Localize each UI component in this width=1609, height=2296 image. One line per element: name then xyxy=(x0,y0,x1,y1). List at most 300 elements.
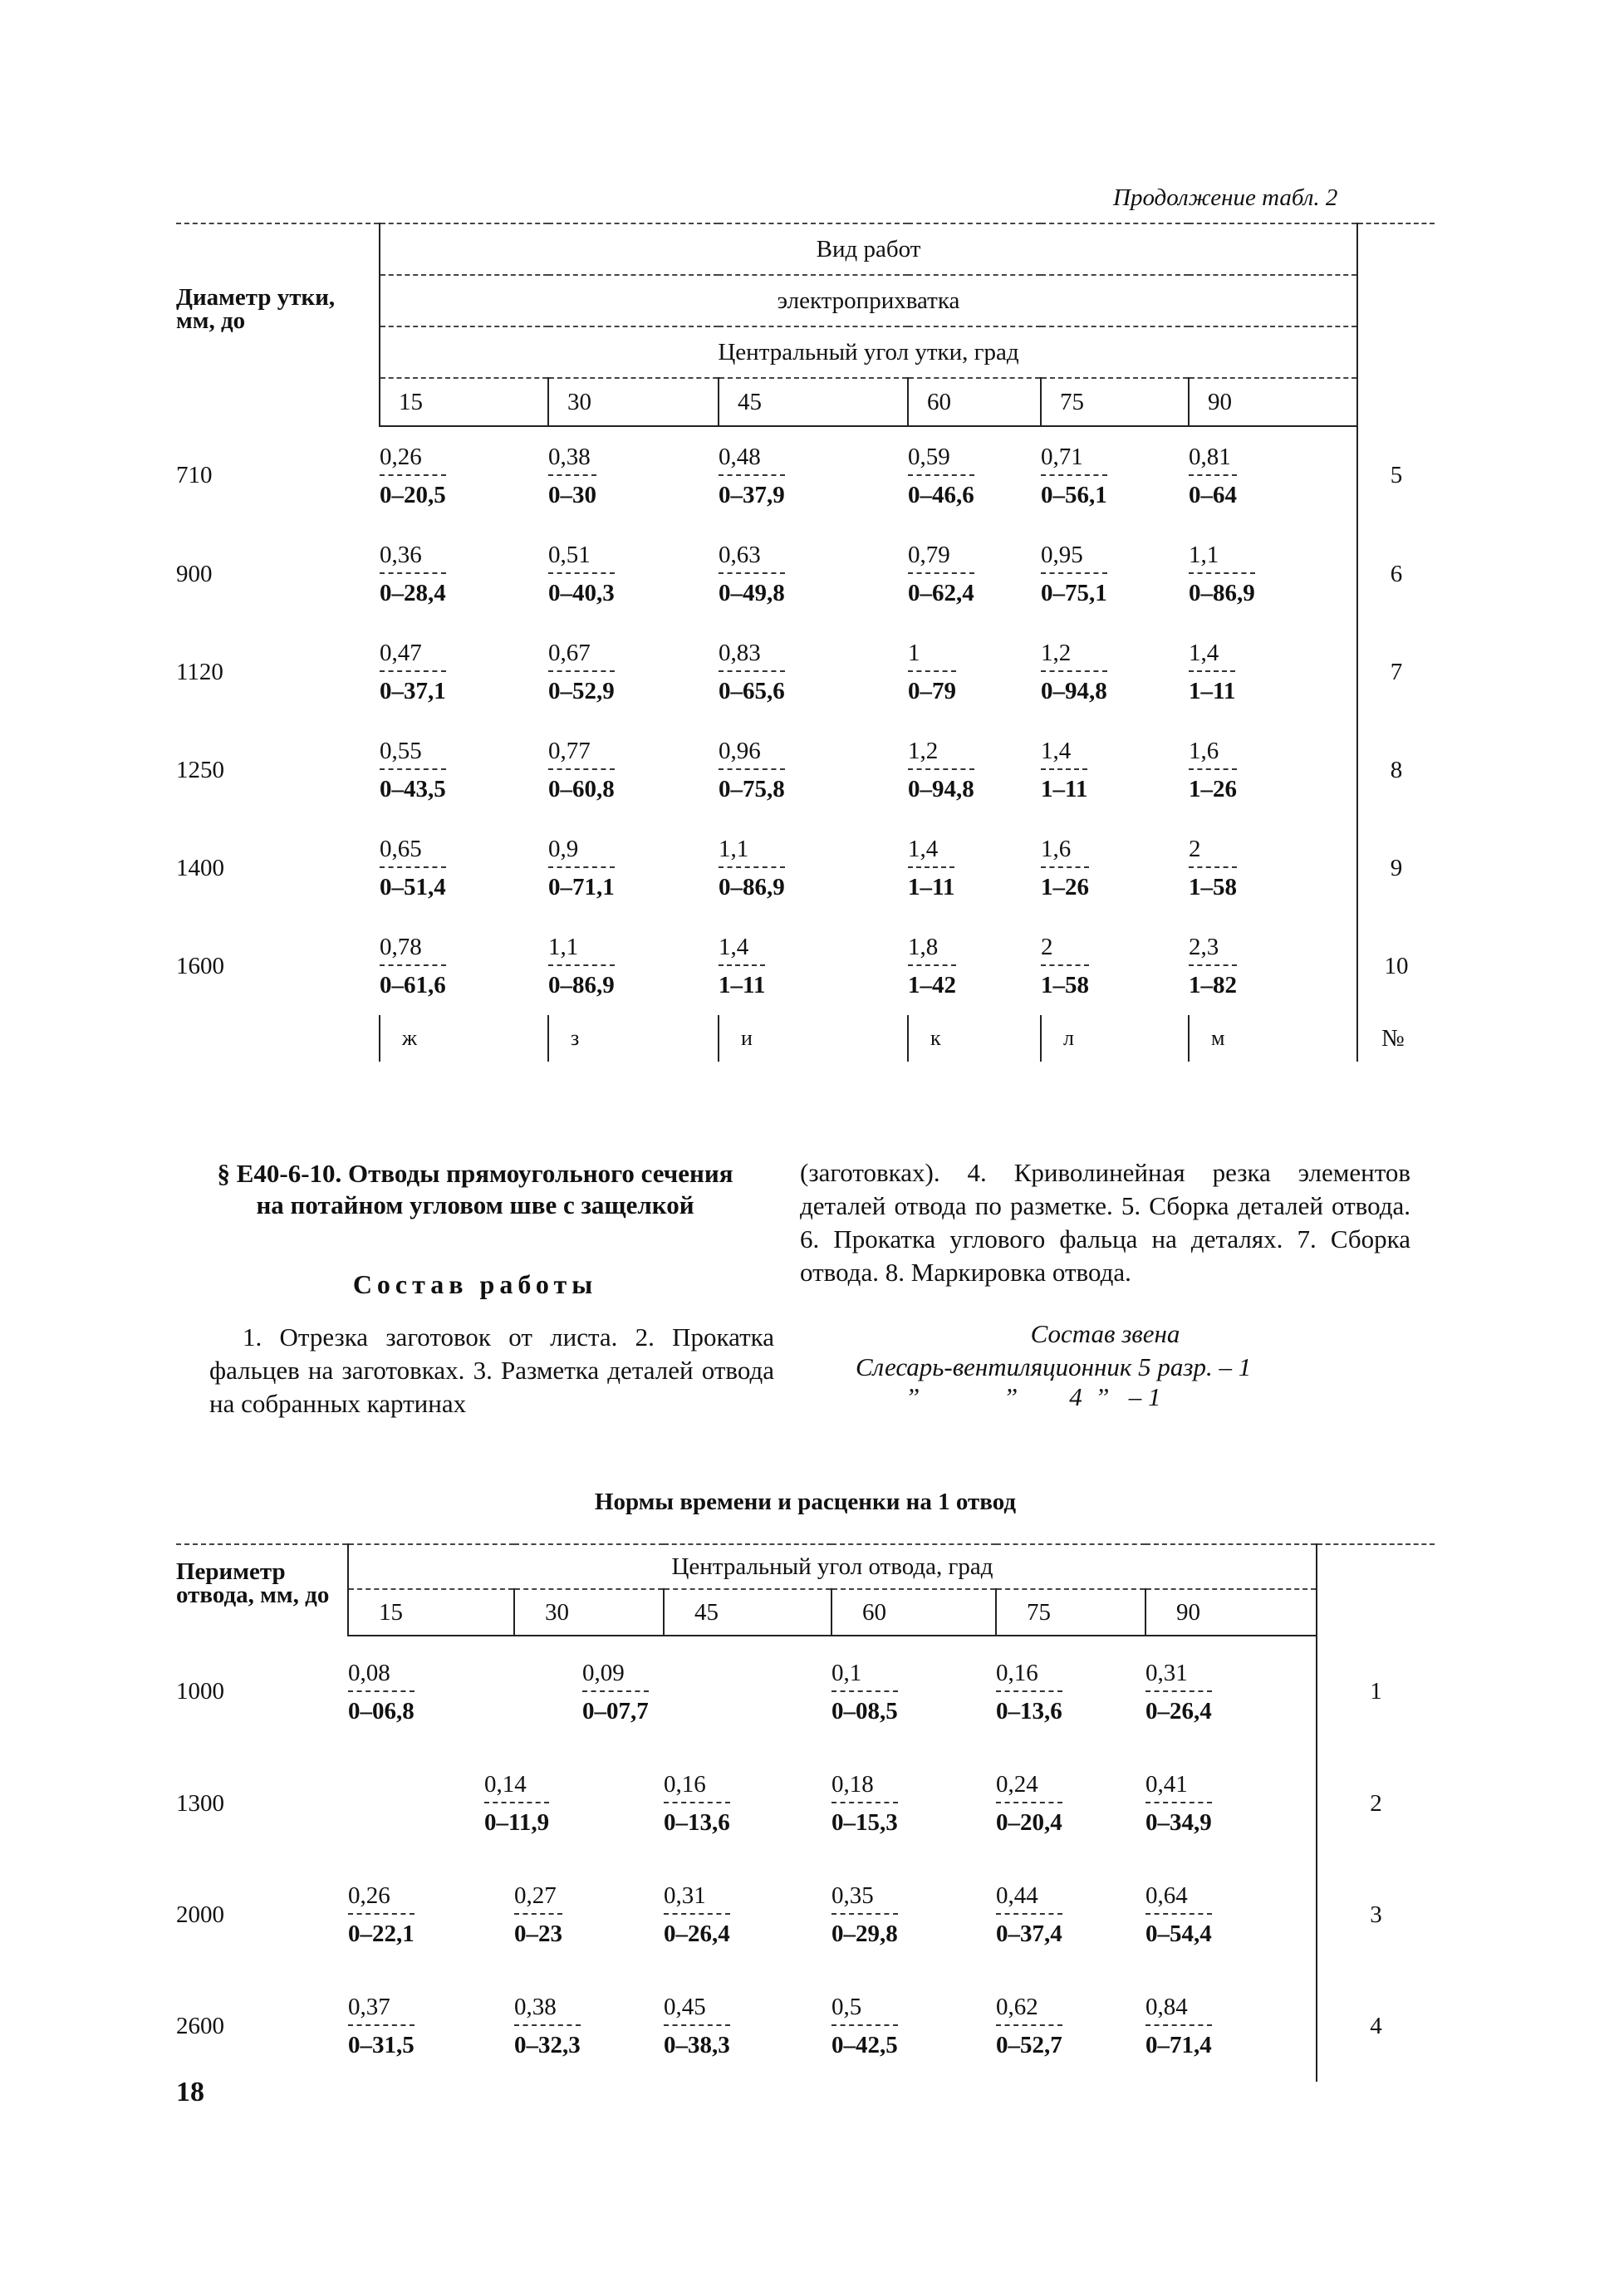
rate: 0–26,4 xyxy=(1145,1690,1212,1725)
value-cell xyxy=(1041,623,1189,721)
value-fraction xyxy=(908,443,974,509)
value-cell xyxy=(348,1859,514,1970)
row-number: 4 xyxy=(1370,2012,1382,2039)
vid-rabot-header: Вид работ xyxy=(380,223,1357,275)
rate: 0–86,9 xyxy=(1189,572,1255,607)
value-fraction xyxy=(1189,835,1237,901)
diameter-value: 1120 xyxy=(176,658,223,685)
value-cell xyxy=(348,1748,664,1859)
t2-angle-header: Центральный угол отвода, град xyxy=(348,1544,1317,1589)
norm-time: 0,47 xyxy=(380,640,422,666)
rate: 1–11 xyxy=(1189,670,1235,705)
value-fraction xyxy=(1041,835,1089,901)
value-cell xyxy=(514,1859,664,1970)
value-fraction xyxy=(908,639,956,705)
rate: 1–26 xyxy=(1189,768,1237,803)
norm-time: 0,63 xyxy=(719,542,761,568)
value-cell xyxy=(1189,721,1357,819)
num-label: № xyxy=(1381,1024,1405,1052)
norm-time: 0,71 xyxy=(1041,444,1083,470)
norm-time: 2 xyxy=(1041,934,1053,960)
table-2 xyxy=(176,1543,1435,2082)
value-fraction xyxy=(996,1881,1062,1948)
row-number: 6 xyxy=(1390,560,1403,587)
row-number: 10 xyxy=(1384,952,1409,979)
table-row xyxy=(176,917,1435,1015)
rate: 0–15,3 xyxy=(831,1802,898,1837)
rate: 0–54,4 xyxy=(1145,1913,1212,1948)
value-cell xyxy=(908,819,1041,917)
rate: 0–37,9 xyxy=(719,474,785,509)
rate: 1–26 xyxy=(1041,866,1089,901)
value-fraction xyxy=(1041,933,1089,999)
norm-time: 0,14 xyxy=(484,1771,527,1798)
value-cell xyxy=(1041,917,1189,1015)
value-cell xyxy=(380,819,548,917)
diameter-value: 900 xyxy=(176,560,213,587)
rate: 0–52,9 xyxy=(548,670,615,705)
rate: 0–20,5 xyxy=(380,474,446,509)
rate: 1–58 xyxy=(1189,866,1237,901)
rate: 0–52,7 xyxy=(996,2024,1062,2059)
value-cell xyxy=(1189,426,1357,525)
rate: 0–40,3 xyxy=(548,572,615,607)
rate: 0–60,8 xyxy=(548,768,615,803)
rate: 0–71,4 xyxy=(1145,2024,1212,2059)
value-cell xyxy=(996,1859,1145,1970)
norm-time: 0,44 xyxy=(996,1882,1038,1909)
norm-time: 0,1 xyxy=(831,1660,862,1686)
value-fraction xyxy=(1145,1770,1212,1837)
value-fraction xyxy=(484,1770,549,1837)
row-number: 1 xyxy=(1370,1678,1382,1705)
rate: 0–65,6 xyxy=(719,670,785,705)
rate: 0–32,3 xyxy=(514,2024,581,2059)
norm-time: 1,6 xyxy=(1189,738,1219,764)
zveno-line-2: ” ” 4 ” – 1 xyxy=(905,1382,1161,1411)
value-fraction xyxy=(831,1659,898,1725)
rate: 0–37,1 xyxy=(380,670,446,705)
value-cell xyxy=(1145,1970,1317,2082)
value-fraction xyxy=(831,1993,898,2059)
rate: 0–06,8 xyxy=(348,1690,415,1725)
norm-time: 0,65 xyxy=(380,836,422,862)
norm-time: 0,16 xyxy=(664,1771,706,1798)
value-cell xyxy=(996,1970,1145,2082)
value-fraction xyxy=(514,1993,581,2059)
norm-time: 0,37 xyxy=(348,1994,390,2020)
value-cell xyxy=(380,525,548,623)
rate: 0–75,8 xyxy=(719,768,785,803)
value-fraction xyxy=(1189,737,1237,803)
norm-time: 0,64 xyxy=(1145,1882,1188,1909)
value-fraction xyxy=(1145,1881,1212,1948)
rate: 0–31,5 xyxy=(348,2024,415,2059)
norm-time: 1,2 xyxy=(1041,640,1072,666)
diameter-value: 710 xyxy=(176,462,213,488)
value-fraction xyxy=(380,737,446,803)
value-cell xyxy=(348,1636,514,1748)
norm-time: 2 xyxy=(1189,836,1201,862)
value-fraction xyxy=(548,541,615,607)
row-header: Диаметр утки, мм, до xyxy=(176,283,336,334)
value-cell xyxy=(380,917,548,1015)
norm-time: 0,95 xyxy=(1041,542,1083,568)
value-fraction xyxy=(831,1770,898,1837)
zveno-line-1: Слесарь-вентиляционник 5 разр. – 1 xyxy=(856,1352,1252,1381)
value-fraction xyxy=(380,541,446,607)
value-fraction xyxy=(380,835,446,901)
rate: 0–37,4 xyxy=(996,1913,1062,1948)
value-cell xyxy=(719,623,908,721)
value-cell xyxy=(548,525,719,623)
norm-time: 0,18 xyxy=(831,1771,874,1798)
rate: 0–71,1 xyxy=(548,866,615,901)
rate: 0–30 xyxy=(548,474,596,509)
value-fraction xyxy=(348,1881,415,1948)
angle-45: 45 xyxy=(719,378,908,426)
row-number: 5 xyxy=(1390,462,1403,488)
continuation-note: Продолжение табл. 2 xyxy=(1113,184,1338,211)
value-fraction xyxy=(719,835,785,901)
row-number: 7 xyxy=(1390,658,1403,685)
value-cell xyxy=(996,1748,1145,1859)
value-fraction xyxy=(582,1659,649,1725)
norm-time: 0,27 xyxy=(514,1882,557,1909)
norm-time: 0,16 xyxy=(996,1660,1038,1686)
value-cell xyxy=(908,721,1041,819)
perimeter-value: 2600 xyxy=(176,2012,224,2039)
rate: 1–11 xyxy=(1041,768,1087,803)
work-steps-left: 1. Отрезка заготовок от листа. 2. Прокатка фальцев на заготовках. 3. Разметка деталей отвода на собранных картинах xyxy=(209,1322,774,1418)
angle-60: 60 xyxy=(908,378,1041,426)
value-fraction xyxy=(1189,443,1237,509)
norm-time: 1,4 xyxy=(1189,640,1219,666)
value-cell xyxy=(548,917,719,1015)
value-cell xyxy=(548,819,719,917)
value-cell xyxy=(1041,819,1189,917)
letter-m: м xyxy=(1189,1015,1357,1062)
rate: 0–86,9 xyxy=(548,964,615,999)
value-fraction xyxy=(548,639,615,705)
rate: 1–42 xyxy=(908,964,956,999)
value-cell xyxy=(1189,623,1357,721)
value-cell xyxy=(548,721,719,819)
value-cell xyxy=(1189,917,1357,1015)
value-fraction xyxy=(996,1659,1062,1725)
value-fraction xyxy=(1189,541,1255,607)
norm-time: 1,2 xyxy=(908,738,939,764)
value-fraction xyxy=(1041,541,1107,607)
value-cell xyxy=(380,426,548,525)
letter-l: л xyxy=(1041,1015,1189,1062)
value-fraction xyxy=(548,933,615,999)
value-fraction xyxy=(1041,639,1107,705)
value-fraction xyxy=(514,1881,562,1948)
perimeter-value: 1000 xyxy=(176,1678,224,1705)
rate: 0–86,9 xyxy=(719,866,785,901)
value-cell xyxy=(514,1636,831,1748)
value-fraction xyxy=(1041,443,1107,509)
table-row xyxy=(176,819,1435,917)
rate: 0–62,4 xyxy=(908,572,974,607)
norm-time: 2,3 xyxy=(1189,934,1219,960)
table-row xyxy=(176,1636,1435,1748)
value-cell xyxy=(908,917,1041,1015)
t2-angle-45: 45 xyxy=(664,1589,831,1636)
norm-time: 1,1 xyxy=(1189,542,1219,568)
rate: 0–75,1 xyxy=(1041,572,1107,607)
value-cell xyxy=(1189,525,1357,623)
zveno-title: Состав звена xyxy=(1030,1319,1180,1348)
value-fraction xyxy=(719,737,785,803)
rate: 0–94,8 xyxy=(1041,670,1107,705)
value-fraction xyxy=(548,443,596,509)
rate: 0–08,5 xyxy=(831,1690,898,1725)
value-cell xyxy=(664,1859,831,1970)
norm-time: 1,1 xyxy=(548,934,579,960)
value-cell xyxy=(1041,426,1189,525)
rate: 0–64 xyxy=(1189,474,1237,509)
table-row xyxy=(176,1970,1435,2082)
norm-time: 0,41 xyxy=(1145,1771,1188,1798)
norm-time: 0,48 xyxy=(719,444,761,470)
value-cell xyxy=(1145,1748,1317,1859)
t2-angle-75: 75 xyxy=(996,1589,1145,1636)
t2-angle-15: 15 xyxy=(348,1589,514,1636)
sostav-raboty-heading: Состав работы xyxy=(352,1269,598,1299)
norm-time: 0,79 xyxy=(908,542,950,568)
section-title: § Е40-6-10. Отводы прямоугольного сечения на потайном угловом шве с защелкой xyxy=(217,1159,733,1219)
value-cell xyxy=(719,426,908,525)
diameter-value: 1250 xyxy=(176,756,224,783)
rate: 0–07,7 xyxy=(582,1690,649,1725)
value-cell xyxy=(908,623,1041,721)
value-cell xyxy=(719,525,908,623)
value-fraction xyxy=(996,1993,1062,2059)
num-col-header xyxy=(1357,223,1435,426)
rate: 0–61,6 xyxy=(380,964,446,999)
value-fraction xyxy=(348,1993,415,2059)
value-cell xyxy=(514,1970,664,2082)
norm-time: 1,8 xyxy=(908,934,939,960)
value-fraction xyxy=(664,1770,730,1837)
value-cell xyxy=(719,819,908,917)
value-cell xyxy=(380,623,548,721)
norm-time: 0,31 xyxy=(664,1882,706,1909)
rate: 0–20,4 xyxy=(996,1802,1062,1837)
norm-time: 0,67 xyxy=(548,640,591,666)
norm-time: 0,55 xyxy=(380,738,422,764)
rate: 0–56,1 xyxy=(1041,474,1107,509)
table-row xyxy=(176,426,1435,525)
value-fraction xyxy=(664,1881,730,1948)
norm-time: 1,4 xyxy=(1041,738,1072,764)
value-fraction xyxy=(1041,737,1087,803)
value-cell xyxy=(831,1859,996,1970)
norms-title: Нормы времени и расценки на 1 отвод xyxy=(594,1489,1017,1515)
rate: 0–28,4 xyxy=(380,572,446,607)
value-cell xyxy=(1145,1859,1317,1970)
table-row xyxy=(176,623,1435,721)
norm-time: 0,26 xyxy=(380,444,422,470)
rate: 1–58 xyxy=(1041,964,1089,999)
value-cell xyxy=(664,1970,831,2082)
norm-time: 0,78 xyxy=(380,934,422,960)
row-number: 2 xyxy=(1370,1789,1382,1817)
value-cell xyxy=(908,426,1041,525)
norm-time: 0,51 xyxy=(548,542,591,568)
norm-time: 0,77 xyxy=(548,738,591,764)
value-cell xyxy=(719,917,908,1015)
value-fraction xyxy=(380,639,446,705)
rate: 1–82 xyxy=(1189,964,1237,999)
row-number: 8 xyxy=(1390,756,1403,783)
norm-time: 0,81 xyxy=(1189,444,1231,470)
value-cell xyxy=(908,525,1041,623)
rate: 0–29,8 xyxy=(831,1913,898,1948)
value-fraction xyxy=(908,933,956,999)
rate: 0–51,4 xyxy=(380,866,446,901)
t2-angle-60: 60 xyxy=(831,1589,996,1636)
norm-time: 0,26 xyxy=(348,1882,390,1909)
rate: 0–38,3 xyxy=(664,2024,730,2059)
table-row xyxy=(176,721,1435,819)
value-cell xyxy=(548,623,719,721)
norm-time: 0,24 xyxy=(996,1771,1038,1798)
value-fraction xyxy=(719,443,785,509)
page-number: 18 xyxy=(176,2077,204,2107)
value-fraction xyxy=(908,737,974,803)
table-row xyxy=(176,1859,1435,1970)
table-1 xyxy=(176,223,1435,1062)
letter-k: к xyxy=(908,1015,1041,1062)
norm-time: 0,83 xyxy=(719,640,761,666)
value-fraction xyxy=(348,1659,415,1725)
value-fraction xyxy=(664,1993,730,2059)
norm-time: 1,6 xyxy=(1041,836,1072,862)
value-fraction xyxy=(1189,933,1237,999)
norm-time: 0,38 xyxy=(548,444,591,470)
rate: 0–46,6 xyxy=(908,474,974,509)
value-fraction xyxy=(996,1770,1062,1837)
value-cell xyxy=(831,1636,996,1748)
value-fraction xyxy=(380,443,446,509)
angle-75: 75 xyxy=(1041,378,1189,426)
norm-time: 0,45 xyxy=(664,1994,706,2020)
rate: 0–22,1 xyxy=(348,1913,415,1948)
norm-time: 1 xyxy=(908,640,920,666)
value-fraction xyxy=(1145,1993,1212,2059)
work-steps-right: (заготовках). 4. Криволинейная резка элементов деталей отвода по разметке. 5. Сборка деталей отвода. 6. Прокатка углового фальца на деталях. 7. Сборка отвода. 8. Маркировка отвода. xyxy=(800,1158,1410,1287)
value-fraction xyxy=(719,541,785,607)
row-number: 9 xyxy=(1390,854,1403,881)
perimeter-value: 2000 xyxy=(176,1901,224,1928)
t2-angle-90: 90 xyxy=(1145,1589,1317,1636)
value-cell xyxy=(996,1636,1145,1748)
letter-zh: ж xyxy=(380,1015,548,1062)
value-cell xyxy=(1145,1636,1317,1748)
rate: 0–13,6 xyxy=(664,1802,730,1837)
rate: 0–94,8 xyxy=(908,768,974,803)
rate: 1–11 xyxy=(908,866,954,901)
value-cell xyxy=(548,426,719,525)
rate: 0–34,9 xyxy=(1145,1802,1212,1837)
row-number: 3 xyxy=(1370,1901,1382,1928)
t2-angle-30: 30 xyxy=(514,1589,664,1636)
letter-i: и xyxy=(719,1015,908,1062)
norm-time: 1,4 xyxy=(719,934,749,960)
norm-time: 0,38 xyxy=(514,1994,557,2020)
norm-time: 0,09 xyxy=(582,1660,625,1686)
rate: 1–11 xyxy=(719,964,765,999)
rate: 0–79 xyxy=(908,670,956,705)
value-cell xyxy=(1041,525,1189,623)
value-cell xyxy=(348,1970,514,2082)
value-cell xyxy=(831,1748,996,1859)
norm-time: 0,9 xyxy=(548,836,579,862)
norm-time: 0,59 xyxy=(908,444,950,470)
t2-row-header: Периметр отвода, мм, до xyxy=(176,1558,330,1608)
norm-time: 0,36 xyxy=(380,542,422,568)
norm-time: 0,96 xyxy=(719,738,761,764)
angle-30: 30 xyxy=(548,378,719,426)
value-fraction xyxy=(908,835,954,901)
value-fraction xyxy=(1189,639,1235,705)
value-cell xyxy=(1041,721,1189,819)
norm-time: 1,4 xyxy=(908,836,939,862)
value-fraction xyxy=(380,933,446,999)
angle-header: Центральный угол утки, град xyxy=(380,326,1357,378)
norm-time: 0,5 xyxy=(831,1994,862,2020)
rate: 0–26,4 xyxy=(664,1913,730,1948)
table-row xyxy=(176,525,1435,623)
rate: 0–23 xyxy=(514,1913,562,1948)
norm-time: 0,62 xyxy=(996,1994,1038,2020)
rate: 0–11,9 xyxy=(484,1802,549,1837)
value-fraction xyxy=(548,737,615,803)
diameter-value: 1600 xyxy=(176,952,224,979)
angle-90: 90 xyxy=(1189,378,1357,426)
angle-15: 15 xyxy=(380,378,548,426)
value-fraction xyxy=(831,1881,898,1948)
value-fraction xyxy=(908,541,974,607)
value-fraction xyxy=(1145,1659,1212,1725)
letter-z: з xyxy=(548,1015,719,1062)
value-cell xyxy=(380,721,548,819)
perimeter-value: 1300 xyxy=(176,1789,224,1817)
value-fraction xyxy=(719,639,785,705)
norm-time: 1,1 xyxy=(719,836,749,862)
table-row xyxy=(176,1748,1435,1859)
work-type-header: электроприхватка xyxy=(380,275,1357,326)
rate: 0–49,8 xyxy=(719,572,785,607)
norm-time: 0,08 xyxy=(348,1660,390,1686)
value-fraction xyxy=(548,835,615,901)
rate: 0–13,6 xyxy=(996,1690,1062,1725)
norm-time: 0,84 xyxy=(1145,1994,1188,2020)
rate: 0–42,5 xyxy=(831,2024,898,2059)
value-fraction xyxy=(719,933,765,999)
value-cell xyxy=(719,721,908,819)
value-cell xyxy=(664,1748,831,1859)
norm-time: 0,35 xyxy=(831,1882,874,1909)
value-cell xyxy=(831,1970,996,2082)
diameter-value: 1400 xyxy=(176,854,224,881)
value-cell xyxy=(1189,819,1357,917)
norm-time: 0,31 xyxy=(1145,1660,1188,1686)
rate: 0–43,5 xyxy=(380,768,446,803)
